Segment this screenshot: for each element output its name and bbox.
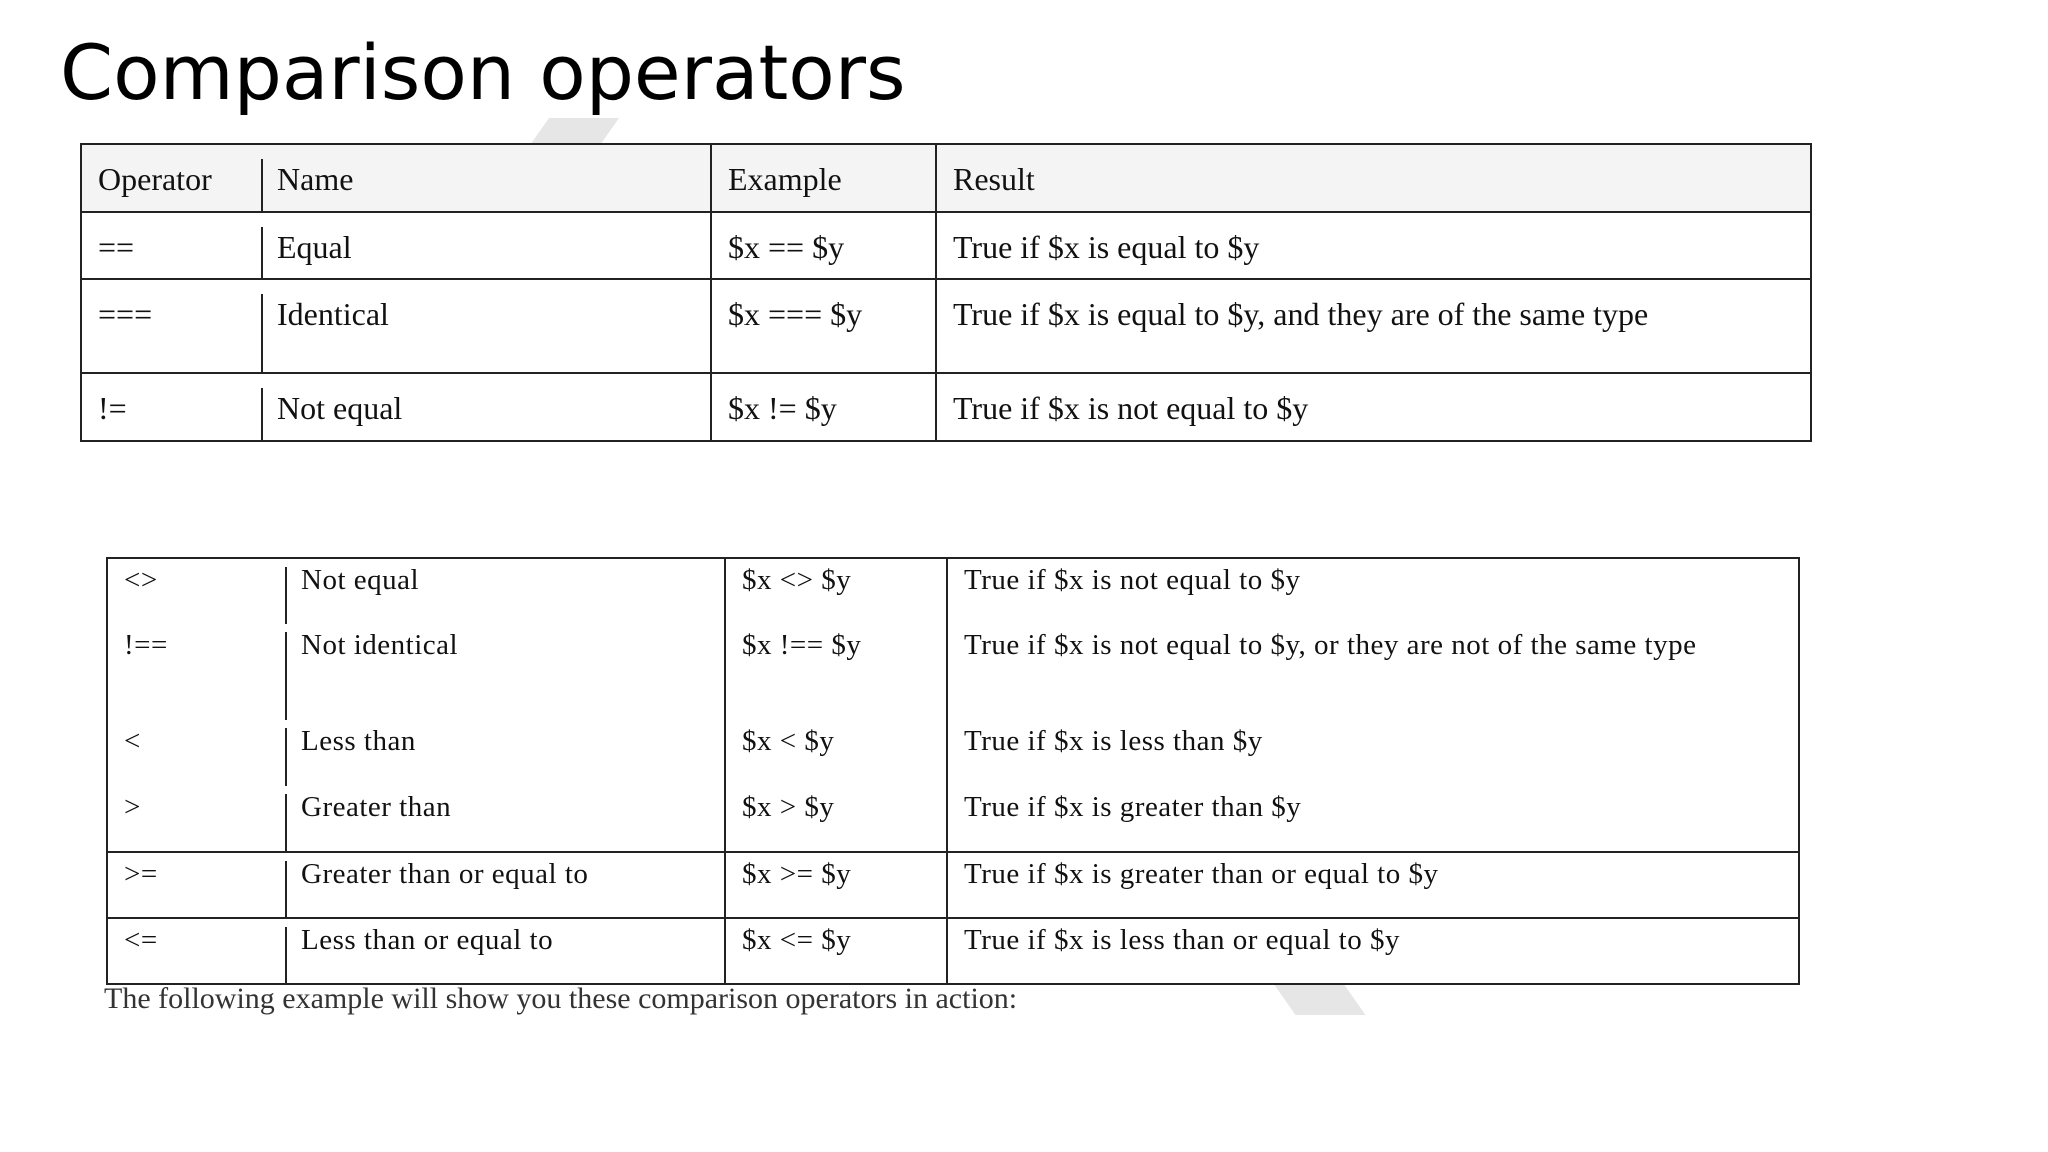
result-cell: True if $x is equal to $y bbox=[936, 212, 1811, 280]
table-row bbox=[107, 852, 1799, 918]
column-header-example: Example bbox=[711, 144, 936, 212]
example-cell: $x >= $y bbox=[725, 852, 947, 918]
operator-cell: !== bbox=[107, 624, 285, 720]
table-row bbox=[107, 720, 1799, 786]
operator-cell: >= bbox=[107, 852, 285, 918]
result-cell: True if $x is not equal to $y bbox=[947, 558, 1799, 624]
example-cell: $x !== $y bbox=[725, 624, 947, 720]
result-cell: True if $x is less than or equal to $y bbox=[947, 918, 1799, 984]
result-cell: True if $x is not equal to $y, or they are not of the same type bbox=[947, 624, 1799, 720]
example-cell: $x != $y bbox=[711, 373, 936, 441]
name-cell: Identical bbox=[261, 279, 711, 373]
table-header-row bbox=[81, 144, 1811, 212]
operator-cell: != bbox=[81, 373, 261, 441]
caption-clip bbox=[104, 982, 1344, 1015]
name-cell: Less than bbox=[285, 720, 725, 786]
operators-table-primary bbox=[80, 143, 1812, 442]
name-cell: Not identical bbox=[285, 624, 725, 720]
result-cell: True if $x is greater than or equal to $y bbox=[947, 852, 1799, 918]
name-cell: Less than or equal to bbox=[285, 918, 725, 984]
result-cell: True if $x is equal to $y, and they are of the same type bbox=[936, 279, 1811, 373]
table-row bbox=[107, 786, 1799, 852]
result-cell: True if $x is less than $y bbox=[947, 720, 1799, 786]
example-cell: $x <= $y bbox=[725, 918, 947, 984]
table-row bbox=[107, 624, 1799, 720]
table-row bbox=[81, 279, 1811, 373]
caption-text: The following example will show you these comparison operators in action: bbox=[104, 982, 1018, 1015]
example-cell: $x === $y bbox=[711, 279, 936, 373]
operator-cell: <= bbox=[107, 918, 285, 984]
operator-cell: <> bbox=[107, 558, 285, 624]
name-cell: Greater than bbox=[285, 786, 725, 852]
column-header-name: Name bbox=[261, 144, 711, 212]
column-header-operator: Operator bbox=[81, 144, 261, 212]
example-cell: $x == $y bbox=[711, 212, 936, 280]
name-cell: Not equal bbox=[261, 373, 711, 441]
operator-cell: == bbox=[81, 212, 261, 280]
name-cell: Not equal bbox=[285, 558, 725, 624]
operators-table-secondary bbox=[106, 557, 1800, 985]
table-row bbox=[107, 918, 1799, 984]
table-row bbox=[81, 212, 1811, 280]
name-cell: Equal bbox=[261, 212, 711, 280]
example-cell: $x < $y bbox=[725, 720, 947, 786]
name-cell: Greater than or equal to bbox=[285, 852, 725, 918]
table-row bbox=[107, 558, 1799, 624]
operator-cell: > bbox=[107, 786, 285, 852]
table-row bbox=[81, 373, 1811, 441]
column-header-result: Result bbox=[936, 144, 1811, 212]
operator-cell: < bbox=[107, 720, 285, 786]
slide-title: Comparison operators bbox=[60, 28, 906, 117]
example-cell: $x > $y bbox=[725, 786, 947, 852]
operator-cell: === bbox=[81, 279, 261, 373]
result-cell: True if $x is not equal to $y bbox=[936, 373, 1811, 441]
example-cell: $x <> $y bbox=[725, 558, 947, 624]
result-cell: True if $x is greater than $y bbox=[947, 786, 1799, 852]
